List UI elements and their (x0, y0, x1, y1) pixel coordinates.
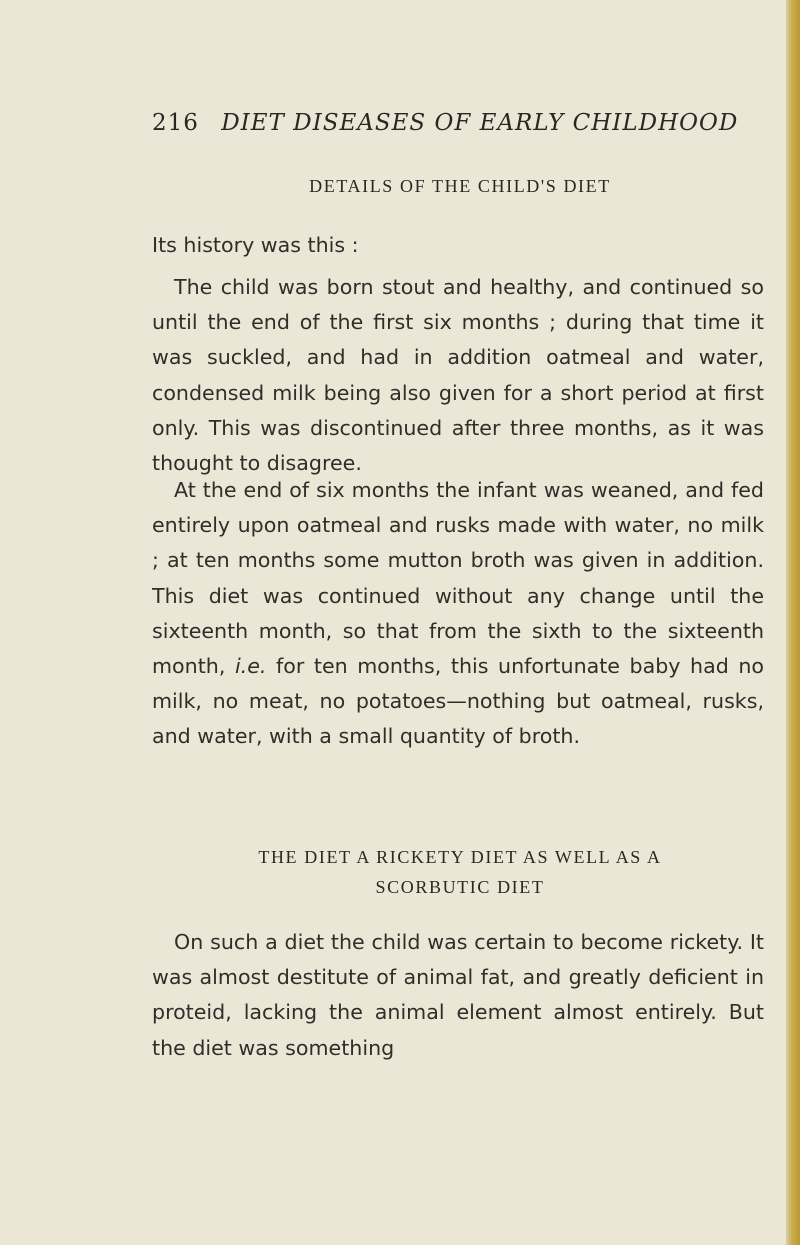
section-heading-diet-details: DETAILS OF THE CHILD'S DIET (309, 176, 611, 196)
section-heading-line-1: THE DIET A RICKETY DIET AS WELL AS A (258, 847, 662, 867)
paragraph-weaning-text-b: for ten months, this unfortunate baby had no milk, no meat, no potatoes—nothing but oatmeal, rusks, and water, with a small quantity of broth. (152, 654, 764, 749)
paragraph-rickety: On such a diet the child was certain to become rickety. It was almost destitute of animal fat, and greatly deficient in proteid, lacking the animal element almost entirely. But the diet was something (152, 930, 764, 1060)
running-head (152, 110, 752, 136)
ie-abbreviation: i.e. (234, 654, 267, 679)
page-edge-gilt (786, 0, 800, 1245)
paragraph-weaning-text-a: At the end of six months the infant was weaned, and fed entirely upon oatmeal and rusks made with water, no milk ; at ten months some mutton broth was given in addition. This diet was continued without any change until the sixteenth month, so that from the sixth to the sixteenth month, (152, 478, 764, 679)
section-heading-rickety-diet (150, 842, 770, 902)
intro-line: Its history was this : (152, 233, 359, 257)
page-number: 216 (152, 110, 199, 136)
section-heading-line-2: SCORBUTIC DIET (375, 877, 545, 897)
paragraph-history: The child was born stout and healthy, and continued so until the end of the first six months ; during that time it was suckled, and had in addition oatmeal and water, condensed milk being also given for a short period at first only. This was discontinued after three months, as it was thought to disagree. (152, 275, 764, 476)
book-title: DIET DISEASES OF EARLY CHILDHOOD (221, 110, 739, 136)
paragraph-weaning (152, 473, 764, 755)
